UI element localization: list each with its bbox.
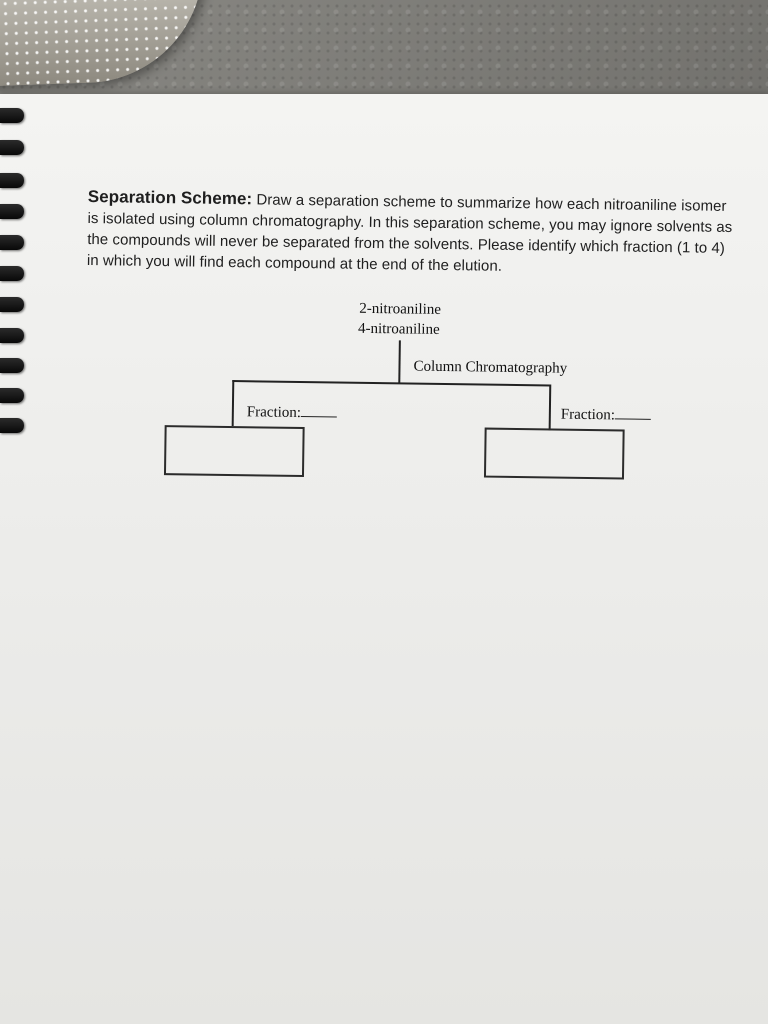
- fraction-right-blank[interactable]: [615, 405, 651, 420]
- left-answer-box[interactable]: [164, 425, 305, 477]
- binding-ring: [0, 358, 24, 373]
- fraction-right: [561, 405, 651, 424]
- binding-ring: [0, 235, 24, 250]
- binding-ring: [0, 204, 24, 219]
- fraction-left-label: Fraction:: [246, 404, 302, 421]
- right-branch-line: [549, 384, 552, 430]
- section-heading: Separation Scheme:: [87, 186, 253, 209]
- instructions-text: Draw a separation scheme to summarize how each nitroaniline isomer is isolated using column chromatography. In this separation scheme, you may ignore solvents as the compounds will never be separated from the solvents. Please identify which fraction (1 to 4) in which you will find each compound at the end of the elution.: [86, 191, 733, 275]
- compound-4-nitroaniline: 4-nitroaniline: [357, 320, 440, 338]
- fraction-left-blank[interactable]: [301, 403, 337, 418]
- binding-ring: [0, 108, 24, 123]
- fraction-right-label: Fraction:: [560, 406, 616, 424]
- fraction-left: [247, 402, 337, 421]
- left-branch-line: [232, 380, 235, 426]
- binding-ring: [0, 140, 24, 155]
- compound-2-nitroaniline: 2-nitroaniline: [359, 300, 442, 318]
- metal-pan: [0, 0, 207, 87]
- binding-ring: [0, 388, 24, 403]
- right-answer-box[interactable]: [484, 428, 625, 480]
- binding-ring: [0, 328, 24, 343]
- binding-ring: [0, 297, 24, 312]
- separation-scheme-diagram: [84, 186, 748, 515]
- binding-ring: [0, 418, 24, 433]
- main-stem-line: [398, 340, 401, 383]
- binding-ring: [0, 173, 24, 188]
- worksheet-content: [86, 186, 748, 424]
- technique-label: Column Chromatography: [413, 358, 568, 377]
- spiral-binding: [0, 94, 24, 454]
- binding-ring: [0, 266, 24, 281]
- branch-crossbar: [232, 380, 550, 386]
